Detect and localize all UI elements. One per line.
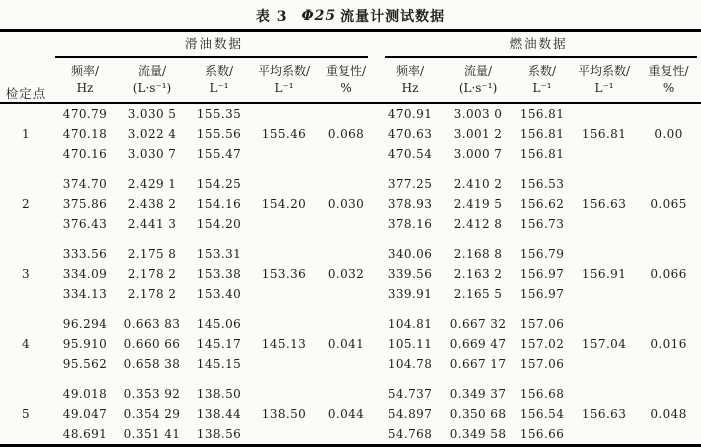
value-cell [572,374,636,404]
value-cell: 155.56 [196,127,242,141]
value-cell: 95.910 [62,337,108,351]
calibration-point-cell [0,214,52,234]
value-cell [252,144,316,164]
group-header-fuel-oil [376,31,701,59]
value-cell: 95.562 [62,357,108,371]
measurement-row-main [0,404,701,424]
measurement-row-main [0,194,701,214]
column-header-fuel-frequency [376,58,444,103]
value-cell: 155.46 [261,127,307,141]
value-cell: 376.43 [62,217,108,231]
calibration-point-cell: 4 [21,337,31,351]
value-cell [572,424,636,446]
value-cell: 339.91 [387,287,433,301]
value-cell: 104.81 [387,317,433,331]
value-cell: 154.20 [196,217,242,231]
value-cell: 0.048 [650,407,687,421]
header-line: 重复性/ [648,64,689,78]
calibration-point-cell: 3 [21,267,31,281]
value-cell: 334.09 [62,267,108,281]
value-cell: 153.40 [196,287,242,301]
column-header-lube-avg-coefficient [252,58,316,103]
value-cell: 375.86 [62,197,108,211]
measurement-row-main [0,264,701,284]
value-cell [636,354,701,374]
calibration-point-cell: 5 [21,407,31,421]
value-cell: 154.20 [261,197,307,211]
sub-header-row [0,58,701,103]
value-cell: 2.178 2 [127,267,177,281]
value-cell: 339.56 [387,267,433,281]
value-cell: 333.56 [62,247,108,261]
value-cell: 3.030 7 [127,147,177,161]
value-cell: 153.36 [261,267,307,281]
value-cell: 2.178 2 [127,287,177,301]
value-cell: 0.669 47 [449,337,507,351]
value-cell [636,103,701,124]
header-unit: (L·s⁻¹) [132,81,172,95]
value-cell: 0.658 38 [123,357,181,371]
value-cell [252,424,316,446]
value-cell: 2.410 2 [453,177,503,191]
calibration-point-cell [0,103,52,124]
calibration-point-cell [0,374,52,404]
value-cell [316,103,376,124]
measurement-row [0,234,701,264]
value-cell: 145.06 [196,317,242,331]
value-cell: 2.175 8 [127,247,177,261]
calibration-point-cell: 2 [21,197,31,211]
value-cell [572,304,636,334]
value-cell: 96.294 [62,317,108,331]
group-header-lube-oil [52,31,376,59]
value-cell: 470.91 [387,107,433,121]
column-header-lube-coefficient [186,58,252,103]
measurement-row [0,424,701,446]
value-cell: 54.768 [387,427,433,441]
measurement-row [0,103,701,124]
value-cell: 2.168 8 [453,247,503,261]
value-cell: 156.68 [519,387,565,401]
value-cell [252,234,316,264]
value-cell [252,304,316,334]
flowmeter-diameter-symbol: Φ25 [301,8,337,24]
value-cell: 470.79 [62,107,108,121]
value-cell: 145.13 [261,337,307,351]
header-line: 频率/ [70,64,100,78]
value-cell: 0.044 [327,407,365,421]
value-cell [572,234,636,264]
header-unit: % [340,81,352,95]
value-cell: 2.163 2 [453,267,503,281]
value-cell: 470.16 [62,147,108,161]
calibration-point-cell: 1 [21,127,31,141]
value-cell: 145.17 [196,337,242,351]
header-line: 流量/ [464,64,493,78]
value-cell: 0.353 92 [123,387,181,401]
header-unit: Hz [401,81,419,95]
value-cell: 156.63 [581,407,627,421]
group-label-fuel-oil: 燃油数据 [509,36,568,51]
value-cell: 0.667 17 [449,357,507,371]
value-cell [316,284,376,304]
calibration-point-cell [0,424,52,446]
value-cell: 105.11 [387,337,433,351]
flowmeter-test-data-table [0,29,701,447]
value-cell [572,214,636,234]
column-header-lube-frequency [52,58,118,103]
measurement-row-main [0,124,701,144]
value-cell: 0.066 [650,267,687,281]
value-cell: 155.47 [196,147,242,161]
header-line: 重复性/ [326,64,367,78]
value-cell: 2.412 8 [453,217,503,231]
column-header-point: 检定点 [0,31,52,104]
value-cell: 154.16 [196,197,242,211]
column-header-fuel-flow [444,58,512,103]
measurement-row [0,164,701,194]
calibration-point-cell [0,164,52,194]
calibration-point-cell [0,144,52,164]
value-cell: 156.66 [519,427,565,441]
measurement-row [0,214,701,234]
value-cell [572,354,636,374]
value-cell: 2.438 2 [127,197,177,211]
value-cell: 2.419 5 [453,197,503,211]
value-cell: 3.030 5 [127,107,177,121]
header-unit: L⁻¹ [209,81,229,95]
value-cell: 154.25 [196,177,242,191]
value-cell [316,424,376,446]
value-cell: 156.73 [519,217,565,231]
value-cell [636,164,701,194]
header-unit: (L·s⁻¹) [458,81,498,95]
value-cell: 156.63 [581,197,627,211]
value-cell: 145.15 [196,357,242,371]
value-cell: 0.660 66 [123,337,181,351]
value-cell [316,234,376,264]
value-cell [636,234,701,264]
measurement-row [0,144,701,164]
value-cell: 0.667 32 [449,317,507,331]
value-cell [636,304,701,334]
value-cell: 156.62 [519,197,565,211]
column-header-lube-repeatability [316,58,376,103]
calibration-point-cell [0,284,52,304]
column-header-fuel-coefficient [512,58,572,103]
value-cell [572,144,636,164]
measurement-row [0,354,701,374]
value-cell: 470.18 [62,127,108,141]
group-header-row [0,31,701,59]
value-cell: 157.06 [519,357,565,371]
value-cell: 334.13 [62,287,108,301]
value-cell: 153.31 [196,247,242,261]
calibration-point-cell [0,304,52,334]
value-cell: 0.065 [650,197,687,211]
value-cell [636,214,701,234]
value-cell: 138.44 [196,407,242,421]
value-cell: 156.79 [519,247,565,261]
value-cell: 156.81 [519,127,565,141]
header-unit: % [662,81,675,95]
value-cell: 378.93 [387,197,433,211]
value-cell [636,374,701,404]
value-cell: 153.38 [196,267,242,281]
value-cell: 157.02 [519,337,565,351]
value-cell [252,284,316,304]
value-cell: 374.70 [62,177,108,191]
value-cell [316,304,376,334]
value-cell: 156.81 [581,127,627,141]
value-cell: 156.91 [581,267,627,281]
header-unit: Hz [76,81,94,95]
value-cell: 3.001 2 [453,127,503,141]
value-cell: 377.25 [387,177,433,191]
value-cell: 3.003 0 [453,107,503,121]
value-cell [316,214,376,234]
value-cell: 157.04 [581,337,627,351]
value-cell [636,424,701,446]
header-line: 流量/ [137,64,167,78]
value-cell: 0.068 [327,127,365,141]
value-cell: 2.165 5 [453,287,503,301]
value-cell [636,284,701,304]
header-unit: L⁻¹ [274,81,294,95]
value-cell [572,103,636,124]
header-line: 频率/ [396,64,425,78]
header-line: 系数/ [204,64,234,78]
value-cell: 49.047 [62,407,108,421]
value-cell: 138.56 [196,427,242,441]
value-cell: 156.53 [519,177,565,191]
header-line: 平均系数/ [578,64,631,78]
value-cell [572,284,636,304]
value-cell [252,164,316,194]
value-cell: 156.54 [519,407,565,421]
value-cell: 0.350 68 [449,407,507,421]
value-cell: 49.018 [62,387,108,401]
value-cell: 378.16 [387,217,433,231]
value-cell: 0.663 83 [123,317,181,331]
value-cell: 0.349 58 [449,427,507,441]
value-cell [252,354,316,374]
column-header-fuel-avg-coefficient [572,58,636,103]
value-cell: 0.032 [327,267,365,281]
value-cell: 0.016 [650,337,687,351]
value-cell: 54.737 [387,387,433,401]
value-cell: 0.00 [654,127,683,141]
value-cell [316,164,376,194]
value-cell: 156.97 [519,267,565,281]
value-cell: 470.63 [387,127,433,141]
value-cell [316,374,376,404]
value-cell: 156.97 [519,287,565,301]
value-cell: 470.54 [387,147,433,161]
value-cell: 0.030 [327,197,365,211]
value-cell: 156.81 [519,147,565,161]
value-cell [252,214,316,234]
value-cell [316,144,376,164]
value-cell: 3.000 7 [453,147,503,161]
value-cell: 2.429 1 [127,177,177,191]
value-cell: 0.041 [327,337,365,351]
value-cell: 138.50 [196,387,242,401]
value-cell [572,164,636,194]
header-line: 平均系数/ [257,64,311,78]
value-cell: 104.78 [387,357,433,371]
table-header [0,31,701,104]
table-title [0,0,701,29]
header-unit: L⁻¹ [594,81,614,95]
table-title-text: 流量计测试数据 [340,9,446,25]
header-line: 系数/ [528,64,557,78]
column-header-fuel-repeatability [636,58,701,103]
value-cell [636,144,701,164]
measurement-row [0,284,701,304]
value-cell: 48.691 [62,427,108,441]
value-cell: 157.06 [519,317,565,331]
value-cell [252,374,316,404]
value-cell: 0.351 41 [123,427,181,441]
value-cell: 156.81 [519,107,565,121]
value-cell: 138.50 [261,407,307,421]
value-cell: 155.35 [196,107,242,121]
header-unit: L⁻¹ [532,81,552,95]
value-cell: 340.06 [387,247,433,261]
measurement-row [0,304,701,334]
measurement-row [0,374,701,404]
value-cell [316,354,376,374]
column-header-lube-flow [118,58,186,103]
table-body [0,103,701,446]
table-number: 表 3 [255,9,288,25]
calibration-point-cell [0,234,52,264]
group-label-lube-oil: 滑油数据 [185,36,244,51]
value-cell: 0.354 29 [123,407,181,421]
calibration-point-cell [0,354,52,374]
value-cell [252,103,316,124]
value-cell: 3.022 4 [127,127,177,141]
measurement-row-main [0,334,701,354]
value-cell: 2.441 3 [127,217,177,231]
value-cell: 0.349 37 [449,387,507,401]
value-cell: 54.897 [387,407,433,421]
